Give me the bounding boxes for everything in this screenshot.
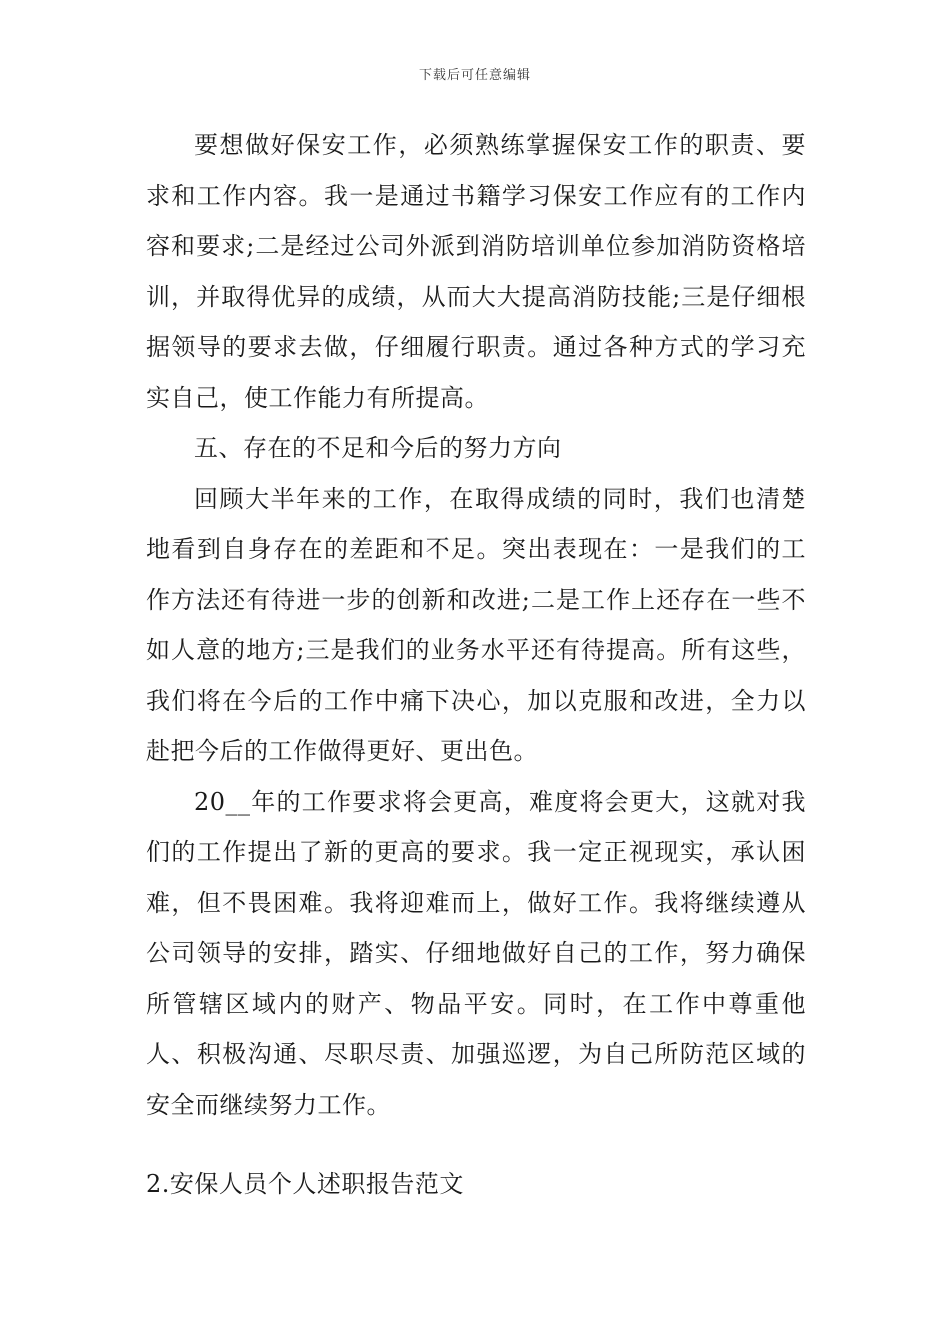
paragraph-outlook: 20__年的工作要求将会更高，难度将会更大，这就对我们的工作提出了新的更高的要求。我一定正视现实，承认困难，但不畏困难。我将迎难而上，做好工作。我将继续遵从公司领导的安排，踏实、仔细地做好自己的工作，努力确保所管辖区域内的财产、物品平安。同时，在工作中尊重他人、积极沟通、尽职尽责、加强巡逻，为自己所防范区域的安全而继续努力工作。 bbox=[146, 787, 806, 1119]
section-title-2: 2.安保人员个人述职报告范文 bbox=[146, 1170, 464, 1198]
paragraph-study: 要想做好保安工作，必须熟练掌握保安工作的职责、要求和工作内容。我一是通过书籍学习保安工作应有的工作内容和要求;二是经过公司外派到消防培训单位参加消防资格培训，并取得优异的成绩，从而大大提高消防技能;三是仔细根据领导的要求去做，仔细履行职责。通过各种方式的学习充实自己，使工作能力有所提高。 bbox=[146, 131, 806, 412]
section-heading-shortcomings: 五、存在的不足和今后的努力方向 bbox=[194, 434, 562, 462]
paragraph-review: 回顾大半年来的工作，在取得成绩的同时，我们也清楚地看到自身存在的差距和不足。突出表现在：一是我们的工作方法还有待进一步的创新和改进;二是工作上还存在一些不如人意的地方;三是我们的业务水平还有待提高。所有这些，我们将在今后的工作中痛下决心，加以克服和改进，全力以赴把今后的工作做得更好、更出色。 bbox=[146, 484, 806, 765]
page-header: 下载后可任意编辑 bbox=[418, 68, 531, 83]
document-body bbox=[146, 120, 806, 1210]
